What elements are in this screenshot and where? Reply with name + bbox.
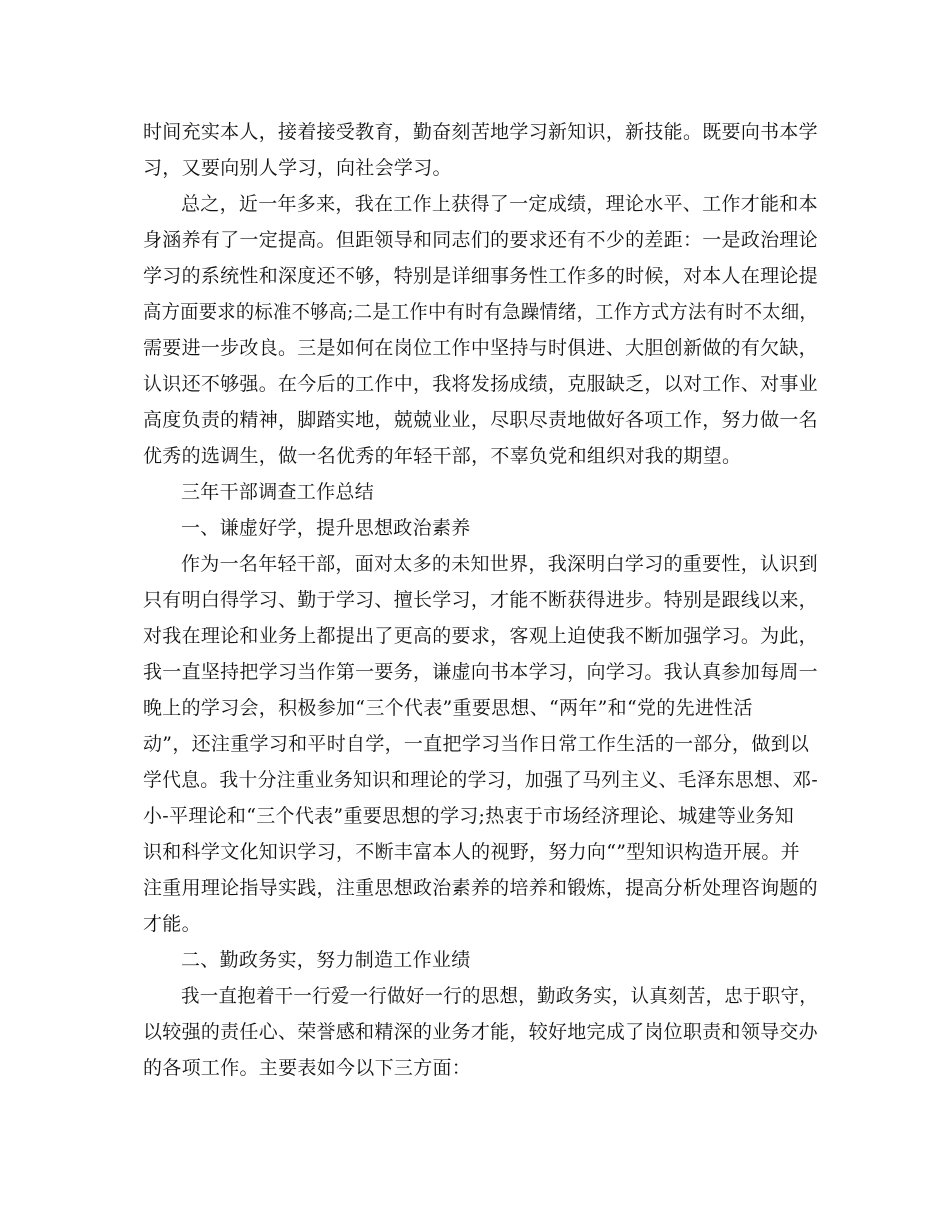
text-line: 识和科学文化知识学习，不断丰富本人的视野，努力向“”型知识构造开展。并 (143, 841, 800, 863)
text-line: 高方面要求的标准不够高;二是工作中有时有急躁情绪，工作方式方法有时不太细， (143, 301, 818, 323)
paragraph-start-line: 作为一名年轻干部，面对太多的未知世界，我深明白学习的重要性，认识到 (181, 553, 818, 575)
text-line: 身涵养有了一定提高。但距领导和同志们的要求还有不少的差距：一是政治理论 (143, 229, 818, 251)
text-line: 才能。 (143, 913, 201, 935)
text-line: 需要进一步改良。三是如何在岗位工作中坚持与时俱进、大胆创新做的有欠缺， (143, 337, 818, 359)
text-line: 对我在理论和业务上都提出了更高的要求，客观上迫使我不断加强学习。为此， (143, 625, 818, 647)
text-line: 动”，还注重学习和平时自学，一直把学习当作日常工作生活的一部分，做到以 (143, 733, 810, 755)
text-line: 的各项工作。主要表如今以下三方面： (143, 1057, 472, 1079)
text-line: 学代息。我十分注重业务知识和理论的学习，加强了马列主义、毛泽东思想、邓- (143, 769, 819, 791)
text-line: 时间充实本人，接着接受教育，勤奋刻苦地学习新知识，新技能。既要向书本学 (143, 121, 818, 143)
text-line: 只有明白得学习、勤于学习、擅长学习，才能不断获得进步。特别是跟线以来， (143, 589, 818, 611)
text-line: 注重用理论指导实践，注重思想政治素养的培养和锻炼，提高分析处理咨询题的 (143, 877, 818, 899)
section-heading: 二、勤政务实，努力制造工作业绩 (181, 949, 471, 971)
text-line: 习，又要向别人学习，向社会学习。 (143, 157, 452, 179)
text-line: 优秀的选调生，做一名优秀的年轻干部，不辜负党和组织对我的期望。 (143, 445, 742, 467)
paragraph-start-line: 总之，近一年多来，我在工作上获得了一定成绩，理论水平、工作才能和本 (181, 193, 818, 215)
text-line: 晚上的学习会，积极参加“三个代表”重要思想、“两年”和“党的先进性活 (143, 697, 753, 719)
text-line: 小-平理论和“三个代表”重要思想的学习;热衷于市场经济理论、城建等业务知 (143, 805, 795, 827)
text-line: 高度负责的精神，脚踏实地，兢兢业业，尽职尽责地做好各项工作，努力做一名 (143, 409, 818, 431)
text-line: 学习的系统性和深度还不够，特别是详细事务性工作多的时候，对本人在理论提 (143, 265, 818, 287)
text-line: 我一直坚持把学习当作第一要务，谦虚向书本学习，向学习。我认真参加每周一 (143, 661, 818, 683)
document-title: 三年干部调查工作总结 (181, 481, 375, 503)
text-line: 认识还不够强。在今后的工作中，我将发扬成绩，克服缺乏，以对工作、对事业 (143, 373, 818, 395)
text-line: 以较强的责任心、荣誉感和精深的业务才能，较好地完成了岗位职责和领导交办 (143, 1021, 818, 1043)
paragraph-start-line: 我一直抱着干一行爱一行做好一行的思想，勤政务实，认真刻苦，忠于职守， (181, 985, 818, 1007)
section-heading: 一、谦虚好学，提升思想政治素养 (181, 517, 471, 539)
